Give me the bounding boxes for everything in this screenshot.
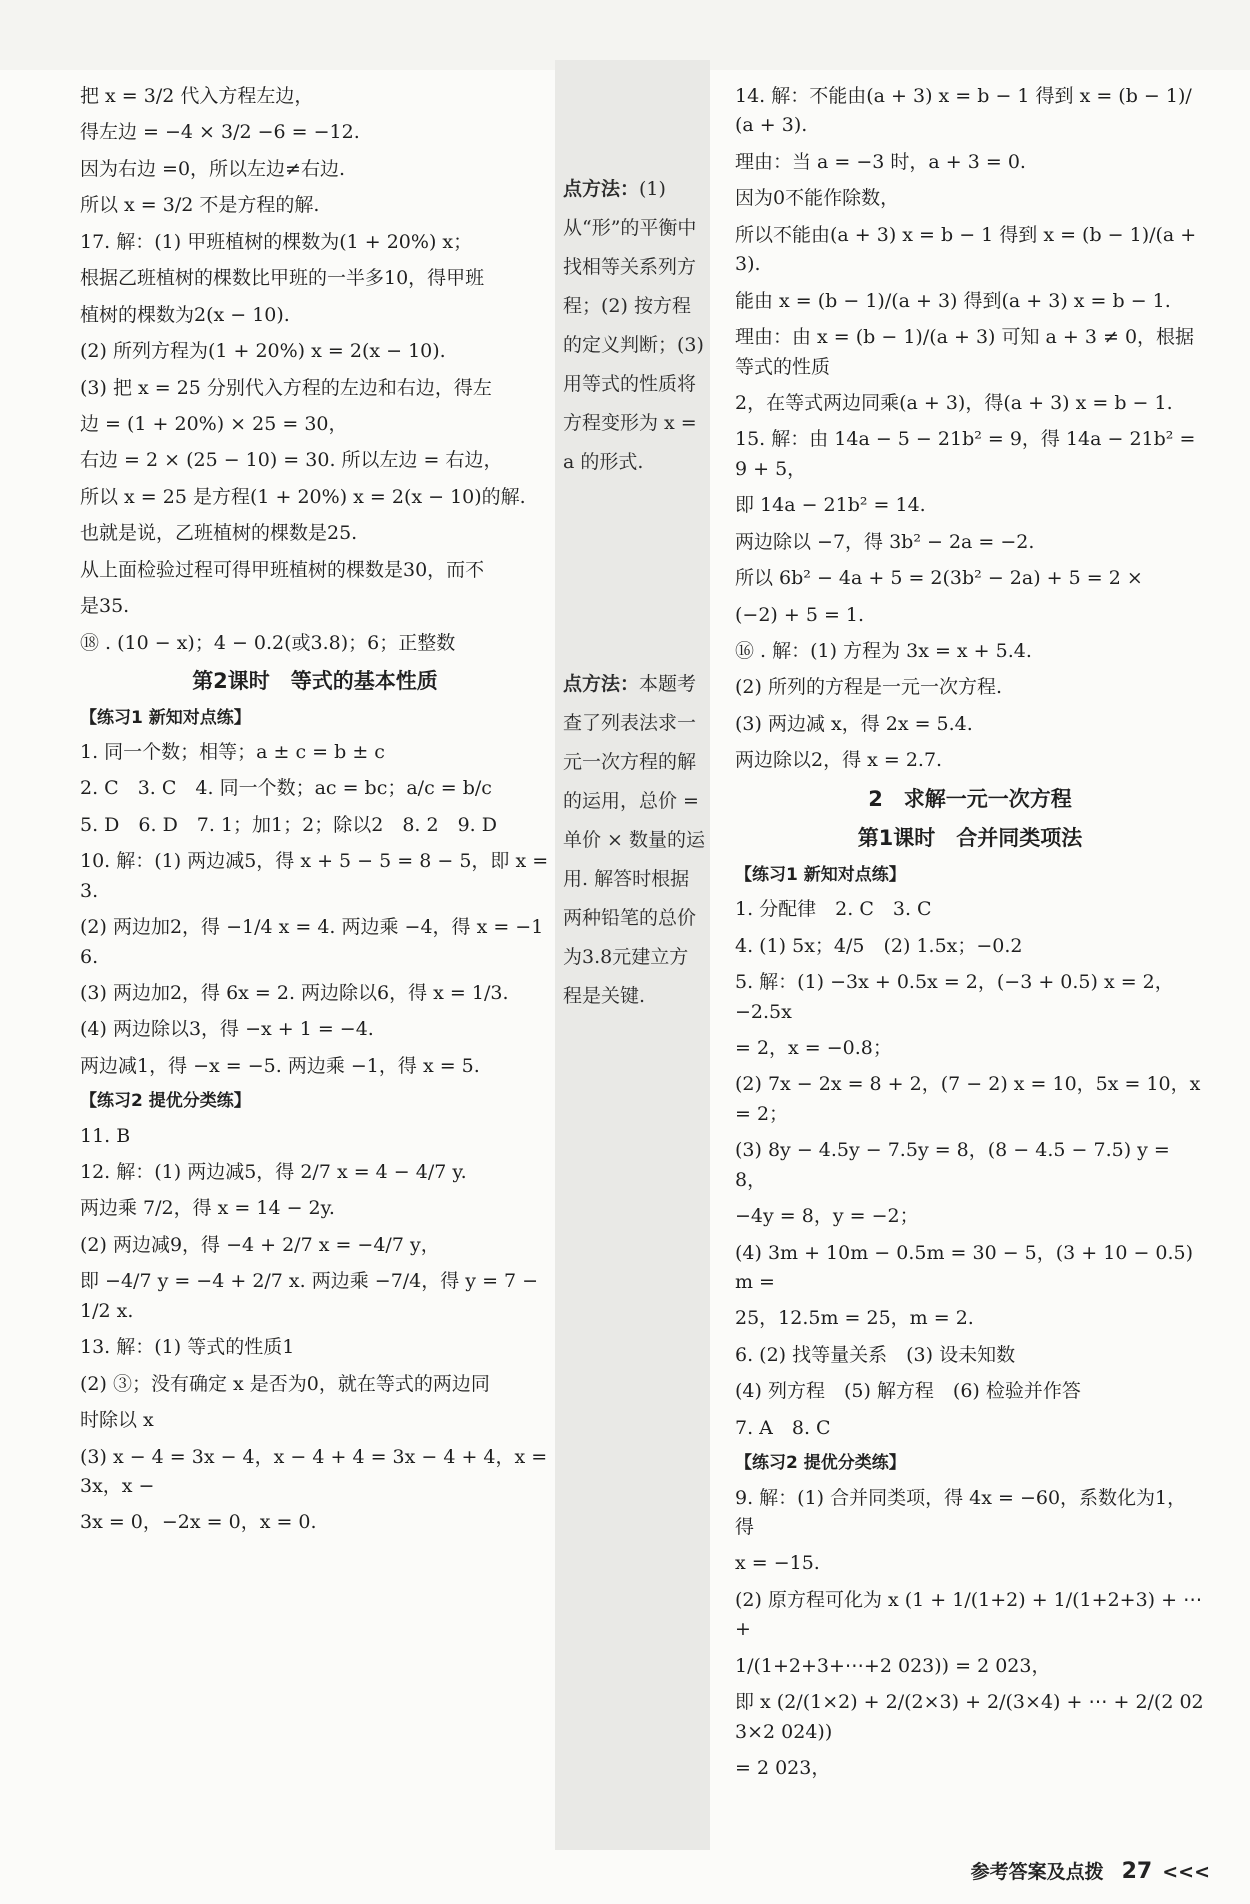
answer-line: (2) 两边减9，得 −4 + 2/7 x = −4/7 y， — [80, 1233, 440, 1256]
page-footer — [971, 1857, 1210, 1884]
answer-line: 所以 x = 25 是方程(1 + 20%) x = 2(x − 10)的解. — [80, 485, 526, 508]
answer-line: (4) 列方程 (5) 解方程 (6) 检验并作答 — [735, 1380, 1081, 1403]
tip-label: 点方法： — [563, 673, 640, 695]
answer-line: 把 x = 3/2 代入方程左边， — [80, 85, 314, 107]
method-tip-2 — [563, 665, 705, 1015]
footer-label: 参考答案及点拨 — [970, 1861, 1104, 1883]
answer-line: 边 = (1 + 20%) × 25 = 30， — [80, 412, 348, 435]
answer-line: 2，在等式两边同乘(a + 3)，得(a + 3) x = b − 1. — [735, 391, 1173, 414]
answer-line: 是35. — [80, 595, 130, 618]
answer-line: 6. (2) 找等量关系 (3) 设未知数 — [735, 1343, 1016, 1366]
answer-line: (2) 所列方程为(1 + 20%) x = 2(x − 10). — [80, 340, 446, 363]
method-tip-1 — [563, 170, 705, 482]
answer-line: 10. 解：(1) 两边减5，得 x + 5 − 5 = 8 − 5，即 x = 3. — [80, 850, 549, 902]
answer-line: 所以不能由(a + 3) x = b − 1 得到 x = (b − 1)/(a + 3). — [735, 223, 1197, 276]
answer-line: 两边除以 −7，得 3b² − 2a = −2. — [735, 530, 1035, 553]
answer-line: 第1课时 合并同类项法 — [857, 826, 1083, 851]
answer-line: (4) 两边除以3，得 −x + 1 = −4. — [80, 1018, 374, 1041]
answer-line: 【练习2 提优分类练】 — [80, 1091, 251, 1112]
answer-line: 因为0不能作除数， — [735, 187, 900, 210]
answer-line: (2) ③；没有确定 x 是否为0，就在等式的两边同 — [80, 1372, 490, 1395]
answer-line: 第2课时 等式的基本性质 — [192, 669, 438, 693]
answer-line: 14. 解：不能由(a + 3) x = b − 1 得到 x = (b − 1)/(a + 3). — [735, 85, 1192, 137]
answer-line: (3) 两边减 x，得 2x = 5.4. — [735, 712, 973, 735]
answer-line: = 2，x = −0.8； — [735, 1036, 892, 1059]
answer-line: 理由：当 a = −3 时，a + 3 = 0. — [735, 150, 1026, 173]
answer-line: 12. 解：(1) 两边减5，得 2/7 x = 4 − 4/7 y. — [80, 1161, 467, 1184]
answer-line: −4y = 8，y = −2； — [735, 1205, 919, 1228]
answer-line: 所以 6b² − 4a + 5 = 2(3b² − 2a) + 5 = 2 × — [735, 567, 1143, 590]
answer-line: (3) 两边加2，得 6x = 2. 两边除以6，得 x = 1/3. — [80, 981, 509, 1004]
answer-line: ⑯ . 解：(1) 方程为 3x = x + 5.4. — [735, 640, 1032, 662]
answer-line: 根据乙班植树的棵数比甲班的一半多10，得甲班 — [80, 267, 485, 290]
answer-line: 3x = 0，−2x = 0，x = 0. — [80, 1511, 317, 1534]
tips-column — [555, 60, 710, 1850]
answer-line: 2. C 3. C 4. 同一个数；ac = bc；a/c = b/c — [80, 777, 492, 800]
answer-line: 【练习1 新知对点练】 — [80, 707, 251, 728]
answer-line: (3) 8y − 4.5y − 7.5y = 8，(8 − 4.5 − 7.5) y = 8， — [735, 1139, 1170, 1191]
answer-line: 植树的棵数为2(x − 10). — [80, 303, 290, 326]
chevron-left-icon: <<< — [1162, 1861, 1210, 1883]
answer-line: 25，12.5m = 25，m = 2. — [735, 1307, 974, 1330]
answer-line: 两边除以2，得 x = 2.7. — [735, 749, 943, 772]
answer-line: 1/(1+2+3+⋯+2 023)) = 2 023， — [735, 1654, 1051, 1677]
answer-line: (−2) + 5 = 1. — [735, 603, 865, 626]
answer-line: (3) 把 x = 25 分别代入方程的左边和右边，得左 — [80, 376, 492, 399]
answer-line: 1. 分配律 2. C 3. C — [735, 898, 932, 921]
answer-line: ⑱ . (10 − x)；4 − 0.2(或3.8)；6；正整数 — [80, 631, 456, 654]
answer-line: 2 求解一元一次方程 — [868, 786, 1072, 811]
answer-line: 15. 解：由 14a − 5 − 21b² = 9，得 14a − 21b² = 9 + 5， — [735, 428, 1196, 480]
answer-line: 【练习1 新知对点练】 — [735, 864, 906, 885]
answer-line: 4. (1) 5x；4/5 (2) 1.5x；−0.2 — [735, 934, 1023, 957]
left-column — [80, 82, 550, 1545]
answer-line: (2) 原方程可化为 x (1 + 1/(1+2) + 1/(1+2+3) + ⋯ + — [735, 1588, 1203, 1641]
answer-line: 能由 x = (b − 1)/(a + 3) 得到(a + 3) x = b − 1. — [735, 289, 1171, 312]
answer-line: (4) 3m + 10m − 0.5m = 30 − 5，(3 + 10 − 0.5) m = — [735, 1241, 1194, 1293]
answer-line: = 2 023， — [735, 1757, 831, 1780]
answer-line: 1. 同一个数；相等；a ± c = b ± c — [80, 740, 385, 763]
answer-line: (2) 所列的方程是一元一次方程. — [735, 676, 1002, 699]
answer-line: 13. 解：(1) 等式的性质1 — [80, 1336, 295, 1359]
answer-line: 7. A 8. C — [735, 1416, 831, 1439]
answer-line: 5. D 6. D 7. 1；加1；2；除以2 8. 2 9. D — [80, 813, 497, 836]
page-number: 27 — [1121, 1859, 1153, 1884]
answer-line: (2) 两边加2，得 −1/4 x = 4. 两边乘 −4，得 x = −16. — [80, 916, 544, 968]
answer-line: 理由：由 x = (b − 1)/(a + 3) 可知 a + 3 ≠ 0，根据等式的性质 — [735, 326, 1195, 378]
answer-line: 时除以 x — [80, 1409, 154, 1432]
answer-line: 所以 x = 3/2 不是方程的解. — [80, 194, 320, 217]
answer-line: 因为右边 =0，所以左边≠右边. — [80, 157, 346, 180]
answer-line: 即 14a − 21b² = 14. — [735, 494, 926, 517]
answer-line: 也就是说，乙班植树的棵数是25. — [80, 522, 358, 545]
tip-text: (1) 从“形”的平衡中找相等关系列方程；(2) 按方程的定义判断；(3) 用等式的性质将方程变形为 x = a 的形式. — [563, 178, 704, 473]
right-column — [735, 82, 1205, 1790]
tip-text: 本题考查了列表法求一元一次方程的解的运用，总价 = 单价 × 数量的运用. 解答时根据两种铅笔的总价为3.8元建立方程是关键. — [563, 673, 705, 1007]
answer-line: 从上面检验过程可得甲班植树的棵数是30，而不 — [80, 558, 485, 581]
tip-label: 点方法： — [563, 178, 640, 200]
answer-line: 得左边 = −4 × 3/2 −6 = −12. — [80, 121, 360, 144]
answer-line: 9. 解：(1) 合并同类项，得 4x = −60，系数化为1，得 — [735, 1486, 1187, 1538]
answer-line: 【练习2 提优分类练】 — [735, 1453, 906, 1474]
answer-line: (2) 7x − 2x = 8 + 2，(7 − 2) x = 10，5x = 10，x = 2； — [735, 1073, 1201, 1125]
answer-line: 17. 解：(1) 甲班植树的棵数为(1 + 20%) x； — [80, 230, 473, 253]
answer-line: 5. 解：(1) −3x + 0.5x = 2，(−3 + 0.5) x = 2，−2.5x — [735, 971, 1174, 1023]
answer-line: (3) x − 4 = 3x − 4，x − 4 + 4 = 3x − 4 + 4，x = 3x，x − — [80, 1445, 548, 1497]
answer-line: 11. B — [80, 1124, 131, 1147]
answer-line: 两边乘 7/2，得 x = 14 − 2y. — [80, 1197, 335, 1220]
answer-line: x = −15. — [735, 1552, 820, 1575]
answer-line: 两边减1，得 −x = −5. 两边乘 −1，得 x = 5. — [80, 1054, 480, 1077]
answer-line: 右边 = 2 × (25 − 10) = 30. 所以左边 = 右边， — [80, 449, 503, 472]
answer-line: 即 x (2/(1×2) + 2/(2×3) + 2/(3×4) + ⋯ + 2/(2 023×2 024)) — [735, 1691, 1204, 1743]
answer-line: 即 −4/7 y = −4 + 2/7 x. 两边乘 −7/4，得 y = 7 − 1/2 x. — [80, 1270, 539, 1322]
